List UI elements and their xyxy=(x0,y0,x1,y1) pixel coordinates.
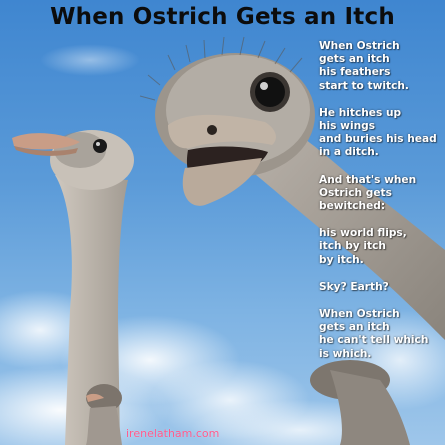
poem-line: gets an itch xyxy=(319,321,390,334)
poem-title: When Ostrich Gets an Itch xyxy=(50,4,395,30)
poem-line: and buries his head xyxy=(319,133,437,146)
poem-line: And that's when xyxy=(319,173,417,186)
website-credit: irenelatham.com xyxy=(126,427,220,440)
stanza-3 xyxy=(319,174,443,214)
stanza-5 xyxy=(319,281,443,294)
poem-line: When Ostrich xyxy=(319,308,400,321)
poem-line: When Ostrich xyxy=(319,40,400,52)
poem-line: Sky? Earth? xyxy=(319,280,389,293)
poem-text xyxy=(319,40,443,375)
stanza-2 xyxy=(319,107,443,160)
stanza-1 xyxy=(319,40,443,93)
poem-line: He hitches up xyxy=(319,106,402,119)
poem-line: start to twitch. xyxy=(319,79,409,92)
poem-line: he can't tell which xyxy=(319,334,429,347)
poem-line: his feathers xyxy=(319,66,391,79)
poem-line: bewitched: xyxy=(319,200,386,213)
poem-line: Ostrich gets xyxy=(319,186,392,199)
poem-line: gets an itch xyxy=(319,53,390,66)
poem-line: by itch. xyxy=(319,253,364,266)
stanza-4 xyxy=(319,227,443,267)
small-ostrich xyxy=(86,384,122,445)
poem-line: itch by itch xyxy=(319,240,386,253)
poem-line: is which. xyxy=(319,347,372,360)
poem-line: in a ditch. xyxy=(319,146,379,159)
stanza-6 xyxy=(319,308,443,361)
poem-line: his wings xyxy=(319,120,376,133)
poem-line: his world flips, xyxy=(319,227,407,240)
